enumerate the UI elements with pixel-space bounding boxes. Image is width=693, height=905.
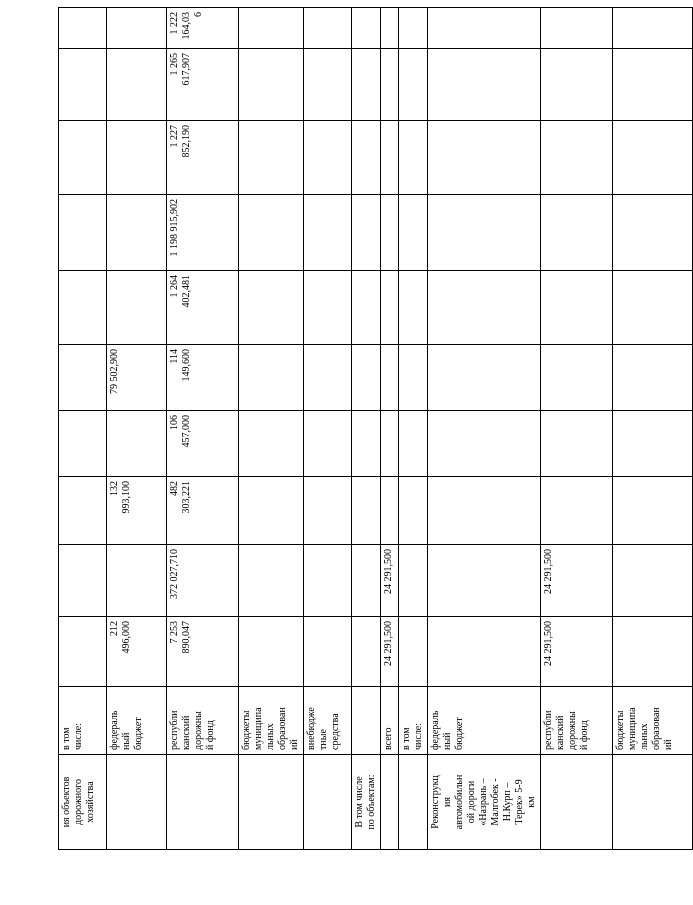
amount-cell <box>541 49 613 121</box>
amount-cell <box>613 545 693 617</box>
amount-cell <box>613 195 693 271</box>
amount-cell: 1 222 164,036 <box>167 8 239 49</box>
amount-cell <box>59 8 107 49</box>
object-name-cell <box>399 755 428 850</box>
amount-cell <box>399 411 428 477</box>
amount-cell <box>107 271 167 345</box>
amount-cell <box>541 121 613 195</box>
amount-cell <box>352 121 381 195</box>
amount-cell <box>304 121 352 195</box>
funding-source-cell: всего <box>381 687 399 755</box>
amount-cell <box>239 49 304 121</box>
table-row <box>59 8 107 850</box>
amount-cell <box>381 121 399 195</box>
amount-cell <box>428 271 541 345</box>
amount-cell <box>428 121 541 195</box>
rotated-sheet <box>58 12 674 850</box>
amount-cell <box>428 411 541 477</box>
amount-cell <box>541 345 613 411</box>
amount-cell <box>399 195 428 271</box>
amount-cell <box>541 411 613 477</box>
amount-cell <box>352 271 381 345</box>
table-row <box>167 8 239 850</box>
amount-cell <box>304 545 352 617</box>
amount-cell: 24 291,500 <box>541 545 613 617</box>
amount-cell: 1 198 915,902 <box>167 195 239 271</box>
amount-cell <box>541 271 613 345</box>
amount-cell <box>107 49 167 121</box>
amount-cell: 1 227 852,190 <box>167 121 239 195</box>
amount-cell <box>239 8 304 49</box>
amount-cell <box>399 545 428 617</box>
amount-cell: 7 253 890,047 <box>167 617 239 687</box>
object-name-cell <box>304 755 352 850</box>
table-row <box>107 8 167 850</box>
amount-cell <box>613 411 693 477</box>
table-row <box>541 8 613 850</box>
funding-source-cell: внебюдже тные средства <box>304 687 352 755</box>
table-row <box>352 8 381 850</box>
amount-cell <box>304 411 352 477</box>
amount-cell <box>304 8 352 49</box>
amount-cell <box>428 477 541 545</box>
object-name-cell: Реконструкц ия автомобильн ой дороги «Назрань – Малгобек - Н.Курп – Терек» 5-9 км <box>428 755 541 850</box>
amount-cell <box>304 49 352 121</box>
amount-cell: 24 291,500 <box>381 545 399 617</box>
amount-cell <box>428 345 541 411</box>
amount-cell <box>304 195 352 271</box>
amount-cell: 114 149,600 <box>167 345 239 411</box>
amount-cell <box>107 8 167 49</box>
amount-cell <box>352 477 381 545</box>
amount-cell <box>613 617 693 687</box>
table-row <box>304 8 352 850</box>
amount-cell <box>428 545 541 617</box>
amount-cell: 79 502,900 <box>107 345 167 411</box>
object-name-cell <box>107 755 167 850</box>
amount-cell <box>541 477 613 545</box>
amount-cell <box>107 545 167 617</box>
amount-cell <box>541 8 613 49</box>
amount-cell <box>352 617 381 687</box>
amount-cell <box>59 545 107 617</box>
amount-cell <box>59 477 107 545</box>
amount-cell <box>613 271 693 345</box>
amount-cell <box>239 121 304 195</box>
amount-cell <box>381 345 399 411</box>
table-row <box>613 8 693 850</box>
amount-cell <box>59 345 107 411</box>
amount-cell <box>428 49 541 121</box>
amount-cell <box>399 8 428 49</box>
amount-cell: 1 264 402,481 <box>167 271 239 345</box>
amount-cell <box>399 49 428 121</box>
amount-cell <box>239 411 304 477</box>
amount-cell <box>304 617 352 687</box>
funding-source-cell: федераль ный бюджет <box>428 687 541 755</box>
amount-cell: 24 291,500 <box>381 617 399 687</box>
amount-cell <box>239 195 304 271</box>
amount-cell <box>613 8 693 49</box>
table-row <box>428 8 541 850</box>
object-name-cell <box>613 755 693 850</box>
amount-cell: 212 496,000 <box>107 617 167 687</box>
amount-cell: 1 265 617,907 <box>167 49 239 121</box>
amount-cell <box>613 477 693 545</box>
amount-cell <box>239 477 304 545</box>
funding-source-cell: бюджеты муниципа льных образован ий <box>613 687 693 755</box>
amount-cell: 106 457,000 <box>167 411 239 477</box>
object-name-cell: ия объектов дорожного хозяйства <box>59 755 107 850</box>
amount-cell <box>107 411 167 477</box>
amount-cell <box>399 617 428 687</box>
funding-source-cell: в том числе: <box>59 687 107 755</box>
amount-cell <box>399 271 428 345</box>
amount-cell <box>304 345 352 411</box>
amount-cell <box>304 271 352 345</box>
amount-cell <box>399 477 428 545</box>
amount-cell <box>352 49 381 121</box>
amount-cell <box>428 617 541 687</box>
funding-source-cell: бюджеты муниципа льных образован ий <box>239 687 304 755</box>
amount-cell: 372 027,710 <box>167 545 239 617</box>
funding-source-cell: республи канский дорожны й фонд <box>541 687 613 755</box>
amount-cell <box>352 8 381 49</box>
amount-cell: 24 291,500 <box>541 617 613 687</box>
table-row <box>381 8 399 850</box>
amount-cell <box>399 121 428 195</box>
amount-cell <box>59 121 107 195</box>
table-body <box>59 8 693 850</box>
funding-source-cell: республи канский дорожны й фонд <box>167 687 239 755</box>
table-row <box>399 8 428 850</box>
amount-cell <box>59 411 107 477</box>
object-name-cell <box>541 755 613 850</box>
amount-cell <box>239 345 304 411</box>
amount-cell <box>352 545 381 617</box>
table-row <box>239 8 304 850</box>
object-name-cell <box>381 755 399 850</box>
amount-cell <box>352 345 381 411</box>
amount-cell <box>239 617 304 687</box>
amount-cell <box>541 195 613 271</box>
amount-cell <box>428 195 541 271</box>
amount-cell <box>381 411 399 477</box>
amount-cell <box>613 345 693 411</box>
amount-cell <box>59 49 107 121</box>
amount-cell <box>613 121 693 195</box>
amount-cell <box>107 195 167 271</box>
amount-cell <box>399 345 428 411</box>
amount-cell <box>352 411 381 477</box>
amount-cell <box>304 477 352 545</box>
object-name-cell <box>239 755 304 850</box>
financing-table <box>58 7 693 850</box>
funding-source-cell <box>352 687 381 755</box>
amount-cell <box>381 8 399 49</box>
amount-cell <box>239 271 304 345</box>
amount-cell <box>428 8 541 49</box>
object-name-cell <box>167 755 239 850</box>
amount-cell <box>381 271 399 345</box>
amount-cell <box>239 545 304 617</box>
amount-cell <box>107 121 167 195</box>
amount-cell <box>59 271 107 345</box>
amount-cell <box>59 195 107 271</box>
amount-cell <box>613 49 693 121</box>
amount-cell: 482 303,221 <box>167 477 239 545</box>
amount-cell <box>381 195 399 271</box>
amount-cell <box>352 195 381 271</box>
amount-cell <box>381 49 399 121</box>
amount-cell: 132 993,100 <box>107 477 167 545</box>
amount-cell <box>59 617 107 687</box>
funding-source-cell: федераль ный бюджет <box>107 687 167 755</box>
object-name-cell: В том числе по объектам: <box>352 755 381 850</box>
funding-source-cell: в том числе: <box>399 687 428 755</box>
amount-cell <box>381 477 399 545</box>
